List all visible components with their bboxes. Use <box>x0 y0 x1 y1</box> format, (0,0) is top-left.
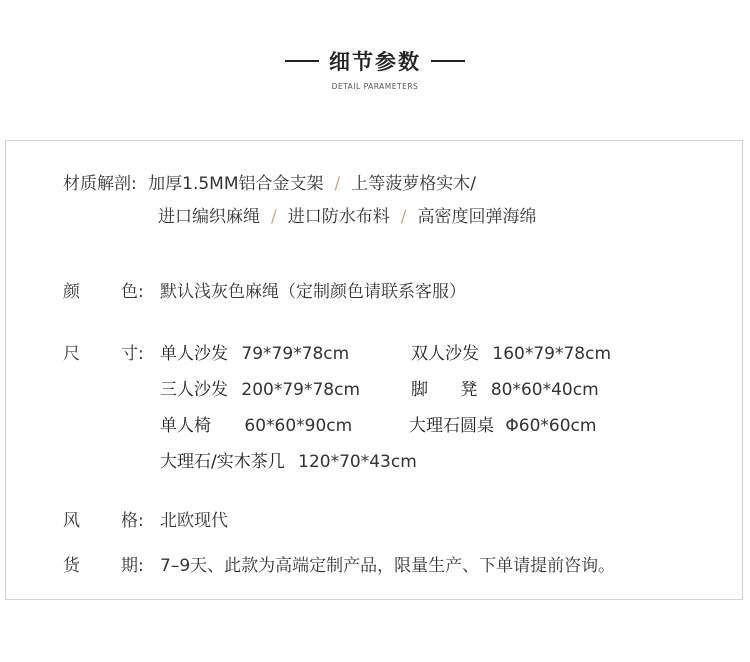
style-value: 北欧现代 <box>160 511 228 531</box>
material-item: 上等菠萝格实木/ <box>351 174 476 194</box>
color-value: 默认浅灰色麻绳（定制颜色请联系客服） <box>160 282 466 302</box>
size-name: 三人沙发 <box>160 380 228 400</box>
delivery-label-b: 期: <box>121 556 144 576</box>
section-subtitle: DETAIL PARAMETERS <box>331 82 419 91</box>
size-item <box>411 379 599 401</box>
size-name: 单人椅 <box>160 416 211 436</box>
size-value: 160*79*78cm <box>492 344 612 364</box>
size-name: 脚 凳 <box>411 380 478 400</box>
size-item <box>160 415 352 437</box>
section-title: 细节参数 <box>329 50 421 74</box>
header <box>0 0 750 110</box>
material-item: 进口编织麻绳 <box>158 207 260 227</box>
material-row-1 <box>63 173 476 195</box>
size-name: 双人沙发 <box>411 344 479 364</box>
size-value: 120*70*43cm <box>298 452 417 472</box>
material-label: 材质解剖: <box>63 174 137 194</box>
material-item: 加厚1.5MM铝合金支架 <box>148 174 324 194</box>
material-item: 高密度回弹海绵 <box>417 207 537 227</box>
material-row-2 <box>158 206 536 228</box>
size-name: 单人沙发 <box>160 344 228 364</box>
style-label-b: 格: <box>121 511 144 531</box>
size-item <box>411 343 611 365</box>
delivery-value: 7–9天、此款为高端定制产品，限量生产、下单请提前咨询。 <box>160 556 616 576</box>
size-item <box>160 343 349 365</box>
size-item <box>409 415 596 437</box>
parameters-panel <box>5 140 743 600</box>
size-value: 200*79*78cm <box>241 380 361 400</box>
size-name: 大理石/实木茶几 <box>160 452 285 472</box>
color-label-a: 颜 <box>63 282 80 302</box>
size-name: 大理石圆桌 <box>409 416 494 436</box>
title-right-rule <box>431 60 465 62</box>
size-item <box>160 451 417 473</box>
title-row <box>0 46 750 76</box>
size-value: 79*79*78cm <box>241 344 350 364</box>
size-label-b: 寸: <box>121 344 144 364</box>
separator: / <box>271 207 277 227</box>
size-value: 60*60*90cm <box>244 416 353 436</box>
size-item <box>160 379 360 401</box>
size-label-a: 尺 <box>63 344 80 364</box>
delivery-label-a: 货 <box>63 556 80 576</box>
size-value: 80*60*40cm <box>490 380 599 400</box>
title-left-rule <box>285 60 319 62</box>
color-label-b: 色: <box>121 282 144 302</box>
separator: / <box>334 174 341 194</box>
separator: / <box>400 207 407 227</box>
material-item: 进口防水布料 <box>287 207 390 227</box>
size-value: Φ60*60cm <box>505 416 597 436</box>
style-label-a: 风 <box>63 511 80 531</box>
